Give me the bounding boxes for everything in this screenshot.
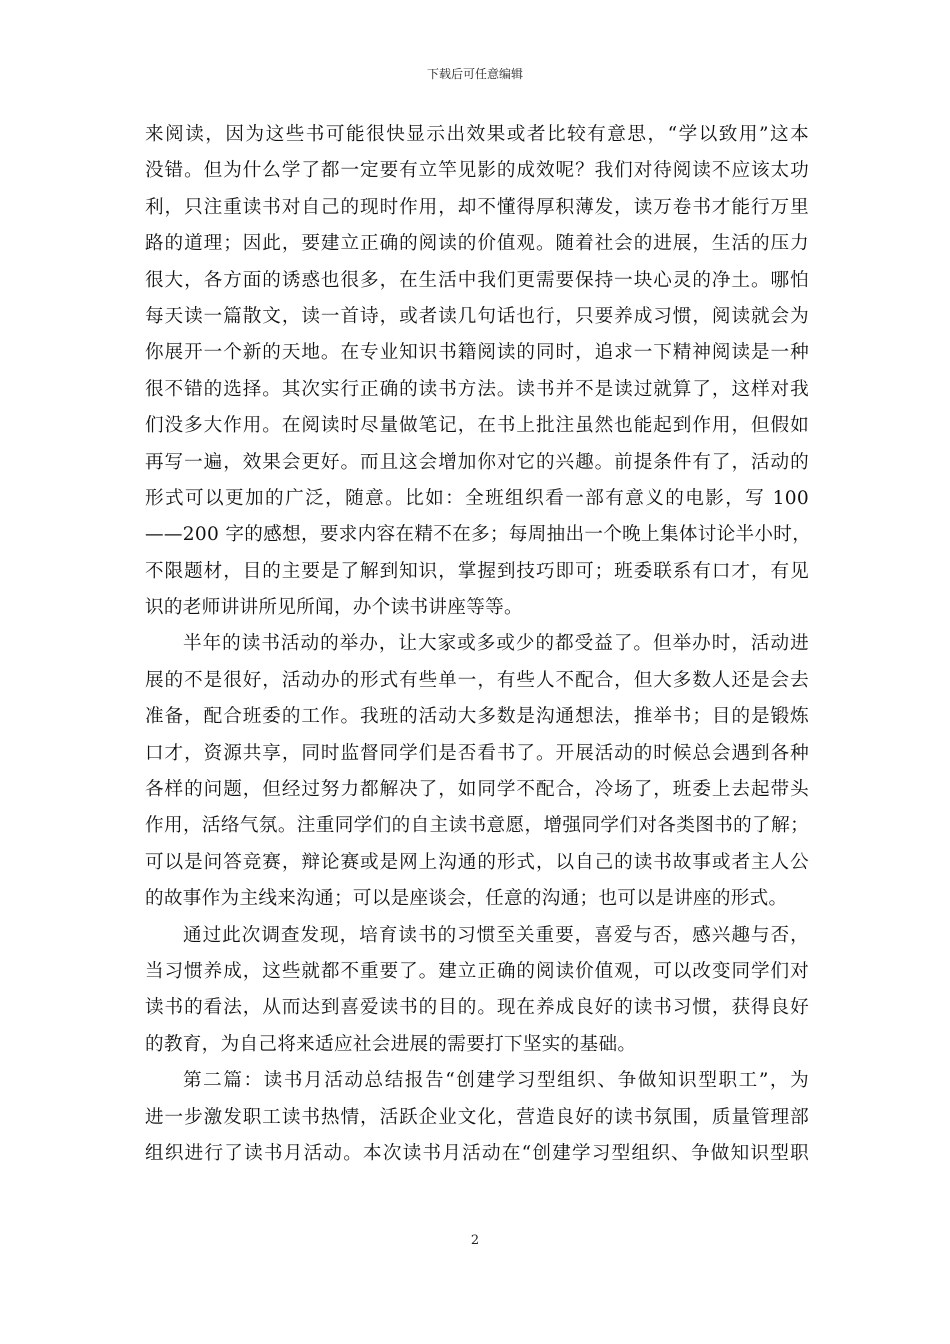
text-line: 第二篇：读书月活动总结报告“创建学习型组织、争做知识型职工”，为 [183, 1070, 809, 1092]
text-line: 当习惯养成，这些就都不重要了。建立正确的阅读价值观，可以改变同学们对 [145, 960, 809, 982]
text-line: 再写一遍，效果会更好。而且这会增加你对它的兴趣。前提条件有了，活动的 [145, 451, 809, 473]
text-line: 很不错的选择。其次实行正确的读书方法。读书并不是读过就算了，这样对我 [145, 378, 809, 400]
text-line: 读书的看法，从而达到喜爱读书的目的。现在养成良好的读书习惯，获得良好 [145, 997, 809, 1019]
text-line: 利，只注重读书对自己的现时作用，却不懂得厚积薄发，读万卷书才能行万里 [145, 196, 809, 218]
text-line: 口才，资源共享，同时监督同学们是否看书了。开展活动的时候总会遇到各种 [145, 742, 809, 764]
text-line: 展的不是很好，活动办的形式有些单一，有些人不配合，但大多数人还是会去 [145, 669, 809, 691]
text-line: 们没多大作用。在阅读时尽量做笔记，在书上批注虽然也能起到作用，但假如 [145, 415, 809, 437]
text-line: 半年的读书活动的举办，让大家或多或少的都受益了。但举办时，活动进 [183, 633, 809, 655]
text-line: 作用，活络气氛。注重同学们的自主读书意愿，增强同学们对各类图书的了解； [145, 815, 809, 837]
text-line: 通过此次调查发现，培育读书的习惯至关重要，喜爱与否，感兴趣与否， [183, 924, 809, 946]
text-line: 组织进行了读书月活动。本次读书月活动在“创建学习型组织、争做知识型职 [145, 1142, 809, 1164]
document-body [145, 117, 812, 1172]
text-line: 每天读一篇散文，读一首诗，或者读几句话也行，只要养成习惯，阅读就会为 [145, 305, 809, 327]
text-line: 准备，配合班委的工作。我班的活动大多数是沟通想法，推举书；目的是锻炼 [145, 706, 809, 728]
page-number: 2 [470, 1233, 480, 1248]
text-line: 进一步激发职工读书热情，活跃企业文化，营造良好的读书氛围，质量管理部 [145, 1106, 809, 1128]
page-header: 下载后可任意编辑 [426, 67, 523, 81]
paragraph-2 [145, 626, 809, 917]
text-line: 你展开一个新的天地。在专业知识书籍阅读的同时，追求一下精神阅读是一种 [145, 342, 809, 364]
text-line: 的教育，为自己将来适应社会进展的需要打下坚实的基础。 [145, 1033, 637, 1055]
text-line: 形式可以更加的广泛，随意。比如：全班组织看一部有意义的电影，写 100 [145, 487, 809, 509]
text-line: 不限题材，目的主要是了解到知识，掌握到技巧即可；班委联系有口才，有见 [145, 560, 809, 582]
text-line: 没错。但为什么学了都一定要有立竿见影的成效呢？我们对待阅读不应该太功 [145, 160, 809, 182]
paragraph-4 [145, 1063, 809, 1172]
text-line: 识的老师讲讲所见所闻，办个读书讲座等等。 [145, 597, 523, 619]
text-line: 的故事作为主线来沟通；可以是座谈会，任意的沟通；也可以是讲座的形式。 [145, 888, 788, 910]
text-line: ——200 字的感想，要求内容在精不在多；每周抽出一个晚上集体讨论半小时， [145, 524, 812, 546]
text-line: 路的道理；因此，要建立正确的阅读的价值观。随着社会的进展，生活的压力 [145, 233, 809, 255]
text-line: 可以是问答竞赛，辩论赛或是网上沟通的形式，以自己的读书故事或者主人公 [145, 851, 809, 873]
text-line: 很大，各方面的诱惑也很多，在生活中我们更需要保持一块心灵的净土。哪怕 [145, 269, 809, 291]
paragraph-1 [145, 117, 812, 626]
text-line: 各样的问题，但经过努力都解决了，如同学不配合，冷场了，班委上去起带头 [145, 779, 809, 801]
paragraph-3 [145, 918, 809, 1064]
text-line: 来阅读，因为这些书可能很快显示出效果或者比较有意思，“学以致用”这本 [145, 124, 809, 145]
